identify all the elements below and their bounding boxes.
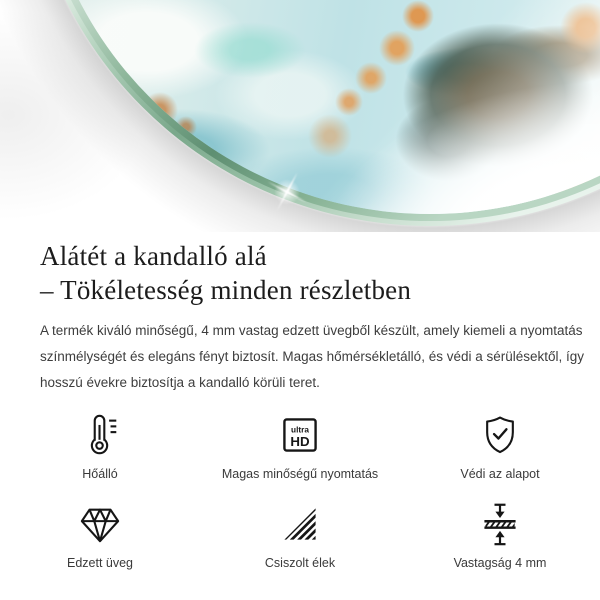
feature-tempered-glass (0, 500, 200, 570)
feature-polished-edges (200, 500, 400, 570)
thickness-icon (478, 500, 522, 548)
feature-thickness-4mm (400, 500, 600, 570)
page-title-line-2: – Tökéletesség minden részletben (40, 275, 412, 305)
feature-label: Magas minőségű nyomtatás (221, 467, 379, 481)
feature-label: Vastagság 4 mm (453, 556, 547, 570)
feature-label: Védi az alapot (460, 467, 540, 481)
page-title-line-1: Alátét a kandalló alá (40, 241, 267, 271)
product-photo (0, 0, 600, 232)
feature-label: Edzett üveg (66, 556, 133, 570)
feature-high-quality-print (200, 411, 400, 481)
product-description-text: A termék kiváló minőségű, 4 mm vastag edzett üvegből készült, amely kiemeli a nyomtatás színmélységét és elegáns fényt biztosít. Magas hőmérsékletálló, és védi a sérülésektől, így hosszú évekre biztosítja a kandalló körüli teret. (40, 323, 585, 390)
shield-check-icon (478, 411, 522, 459)
feature-protects-floor (400, 411, 600, 481)
svg-text:HD: HD (290, 434, 310, 449)
product-description-section (0, 239, 600, 396)
diamond-icon (77, 500, 123, 548)
ultra-hd-icon (278, 411, 322, 459)
feature-label: Csiszolt élek (264, 556, 336, 570)
page-title (40, 239, 560, 307)
feature-grid (0, 411, 600, 570)
svg-text:ultra: ultra (291, 425, 309, 435)
feature-heat-resistant (0, 411, 200, 481)
polished-edges-icon (278, 500, 322, 548)
feature-label: Hőálló (82, 467, 118, 481)
thermometer-icon (77, 411, 123, 459)
